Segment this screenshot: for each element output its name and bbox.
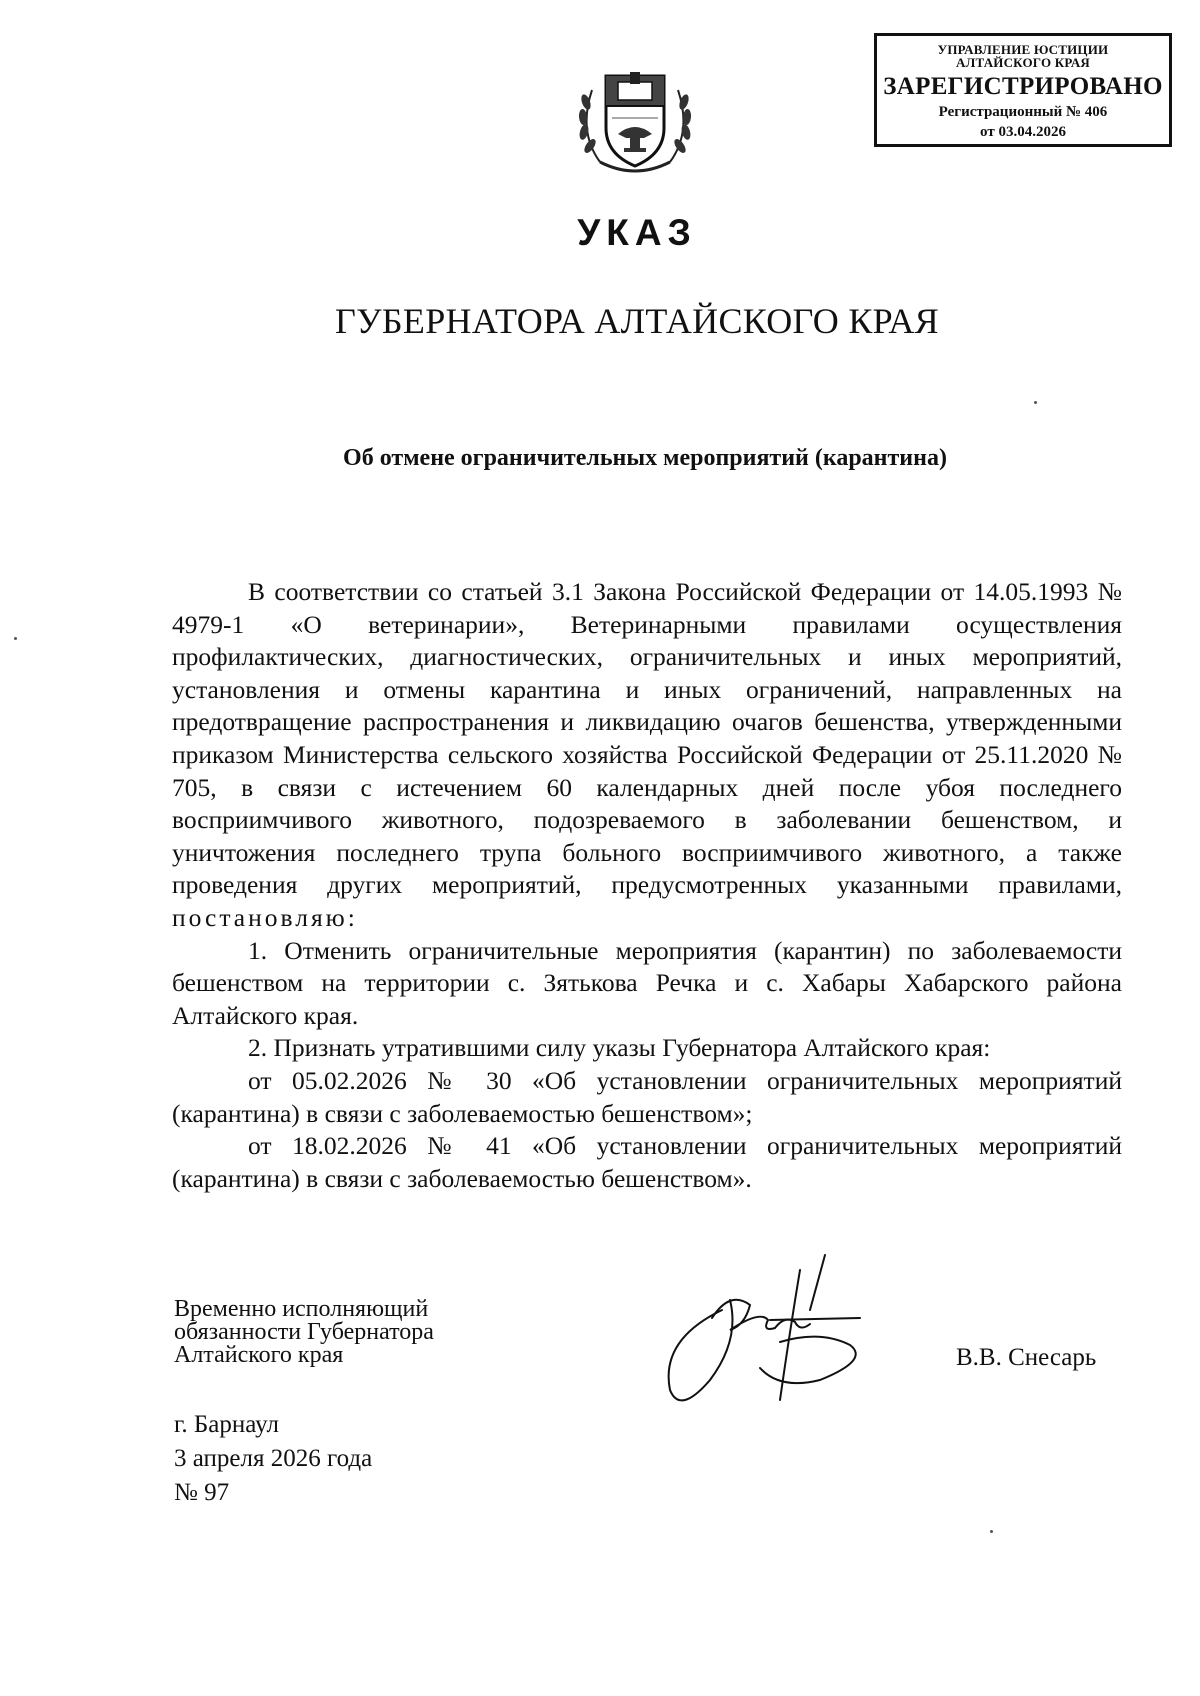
document-title: УКАЗ	[577, 212, 697, 253]
item-1: 1. Отменить ограничительные мероприятия (карантин) по заболеваемости бешенством на территории с. Зятькова Речка и с. Хабары Хабарского района Алтайского края.	[172, 935, 1122, 1030]
decree-word: постановляю:	[172, 902, 358, 932]
signatory-position-line1: Временно исполняющий	[174, 1296, 429, 1322]
stamp-organization-line1: УПРАВЛЕНИЕ ЮСТИЦИИ	[937, 42, 1109, 57]
stamp-organization	[877, 43, 1169, 69]
signer-name: В.В. Снесарь	[956, 1344, 1097, 1371]
signatory-position	[174, 1298, 434, 1367]
item-2: 2. Признать утратившими силу указы Губернатора Алтайского края:	[248, 1033, 991, 1063]
document-footer	[174, 1408, 372, 1510]
signatory-position-line3: Алтайского края	[174, 1342, 344, 1368]
signatory-position-line2: обязанности Губернатора	[174, 1319, 434, 1345]
stamp-registration-date: от 03.04.2026	[980, 124, 1066, 140]
preamble-text: В соответствии со статьей 3.1 Закона Российской Федерации от 14.05.1993 № 4979-1 «О ветеринарии», Ветеринарными правилами осуществления профилактических, диагностических, ограничительных и иных мероприятий, установления и отмены карантина и иных ограничений, направленных на предотвращение распространения и ликвидацию очагов бешенства, утвержденными приказом Министерства сельского хозяйства Российской Федерации от 25.11.2020 № 705, в связи с истечением 60 календарных дней после убоя последнего восприимчивого животного, подозреваемого в заболевании бешенством, и уничтожения последнего трупа больного восприимчивого животного, а также проведения других мероприятий, предусмотренных указанными правилами,	[172, 577, 1122, 900]
stamp-organization-line2: АЛТАЙСКОГО КРАЯ	[956, 55, 1090, 70]
scan-speck	[1034, 401, 1037, 404]
handwritten-signature	[650, 1250, 890, 1420]
issue-city: г. Барнаул	[174, 1411, 279, 1438]
item-2-b: от 18.02.2026 № 41 «Об установлении ограничительных мероприятий (карантина) в связи с заболеваемостью бешенством».	[172, 1131, 1122, 1193]
scan-speck	[14, 637, 17, 640]
document-number: № 97	[174, 1479, 230, 1506]
issue-date: 3 апреля 2026 года	[174, 1445, 373, 1472]
document-body	[172, 576, 1122, 1195]
stamp-status: ЗАРЕГИСТРИРОВАНО	[883, 73, 1163, 100]
preamble-paragraph	[172, 576, 1122, 935]
scan-speck	[990, 1530, 993, 1533]
item-2-a: от 05.02.2026 № 30 «Об установлении ограничительных мероприятий (карантина) в связи с заболеваемостью бешенством»;	[172, 1065, 1122, 1128]
registration-stamp	[874, 33, 1172, 147]
stamp-registration-number: Регистрационный № 406	[938, 104, 1108, 120]
document-name: Об отмене ограничительных мероприятий (карантина)	[343, 445, 947, 471]
altai-krai-coat-of-arms-icon	[570, 62, 700, 182]
document-subtitle: ГУБЕРНАТОРА АЛТАЙСКОГО КРАЯ	[335, 301, 939, 341]
